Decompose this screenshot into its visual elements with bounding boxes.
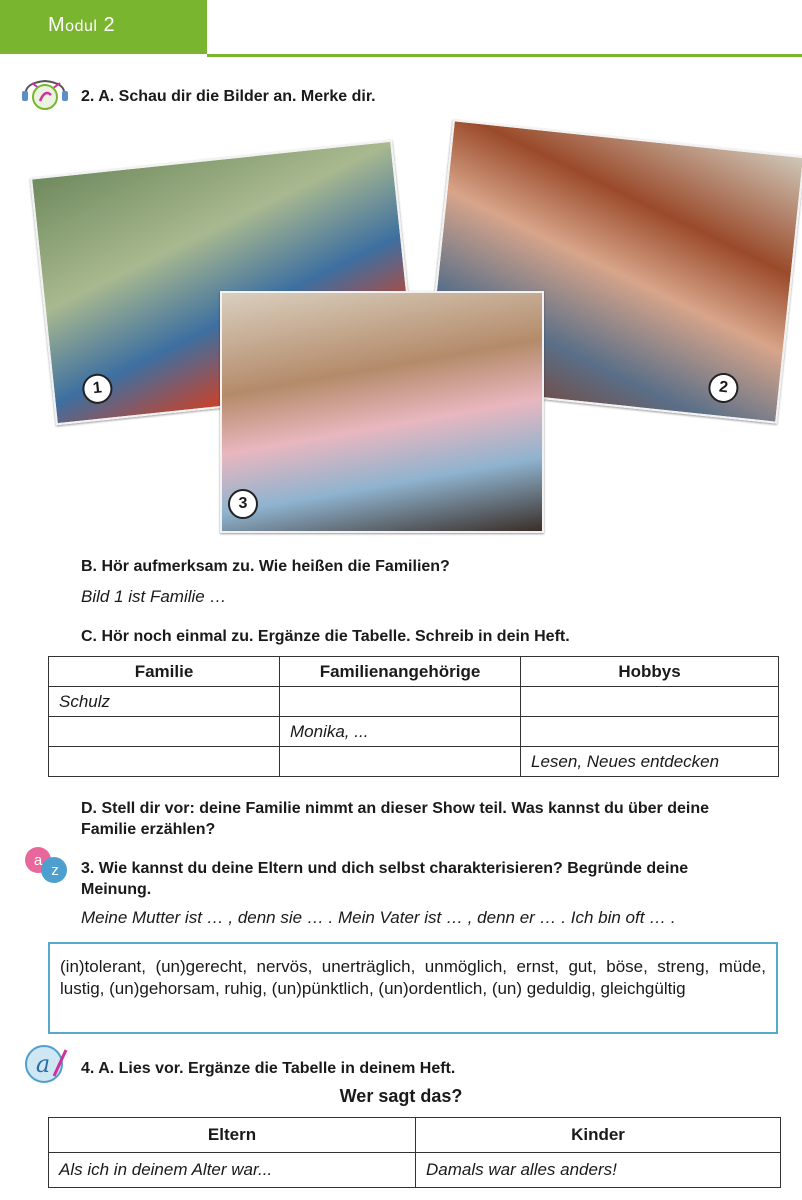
svg-text:a: a [35, 1050, 51, 1078]
table-cell [521, 717, 779, 747]
who-says-table [48, 1117, 781, 1188]
task2-d-instruction: D. Stell dir vor: deine Familie nimmt an dieser Show teil. Was kannst du über deine Familie erzählen? [81, 800, 709, 838]
table-cell: Monika, ... [280, 717, 521, 747]
table-cell: Damals war alles anders! [416, 1153, 781, 1188]
photo-number-badge: 2 [707, 371, 740, 404]
task2-b-instruction: B. Hör aufmerksam zu. Wie heißen die Familien? [81, 558, 450, 575]
headphones-audio-icon [20, 73, 70, 113]
task2-a-instruction: 2. A. Schau dir die Bilder an. Merke dir. [81, 88, 376, 105]
task4-a-instruction: 4. A. Lies vor. Ergänze die Tabelle in deinem Heft. [81, 1060, 456, 1077]
table-cell [280, 687, 521, 717]
photo-number-badge: 3 [228, 489, 258, 519]
table-cell [280, 747, 521, 777]
table-cell: Lesen, Neues entdecken [521, 747, 779, 777]
table-row [49, 717, 779, 747]
table-header: Hobbys [521, 657, 779, 687]
svg-text:z: z [51, 862, 59, 879]
table-header: Kinder [416, 1118, 781, 1153]
a-z-vocabulary-icon [22, 844, 70, 886]
photo-number-badge: 1 [81, 372, 114, 405]
table-row [49, 747, 779, 777]
reading-pen-icon [22, 1042, 72, 1084]
task2-b-example: Bild 1 ist Familie … [81, 587, 227, 606]
word-box: (in)tolerant, (un)gerecht, nervös, unerträglich, unmöglich, ernst, gut, böse, streng, müde, lustig, (un)gehorsam, ruhig, (un)pünktlich, (un)ordentlich, (un) geduldig, gleichgültig [48, 942, 778, 1034]
table-header: Familienangehörige [280, 657, 521, 687]
table-header-row [49, 1118, 781, 1153]
table-row [49, 687, 779, 717]
task4-title: Wer sagt das? [339, 1086, 463, 1106]
svg-text:a: a [33, 852, 43, 869]
table-header-row [49, 657, 779, 687]
table-header: Eltern [49, 1118, 416, 1153]
table-row [49, 1153, 781, 1188]
table-cell: Als ich in deinem Alter war... [49, 1153, 416, 1188]
table-cell [49, 717, 280, 747]
task3-question: 3. Wie kannst du deine Eltern und dich selbst charakterisieren? Begründe deine Meinung. [81, 860, 689, 898]
family-table [48, 656, 779, 777]
header-rule [207, 54, 802, 57]
task3-example: Meine Mutter ist … , denn sie … . Mein Vater ist … , denn er … . Ich bin oft … . [81, 908, 676, 927]
family-photo-3 [220, 291, 544, 533]
task2-c-instruction: C. Hör noch einmal zu. Ergänze die Tabelle. Schreib in dein Heft. [81, 628, 570, 645]
table-cell [521, 687, 779, 717]
table-cell: Schulz [49, 687, 280, 717]
module-label: Modul 2 [48, 14, 116, 36]
table-header: Familie [49, 657, 280, 687]
table-cell [49, 747, 280, 777]
